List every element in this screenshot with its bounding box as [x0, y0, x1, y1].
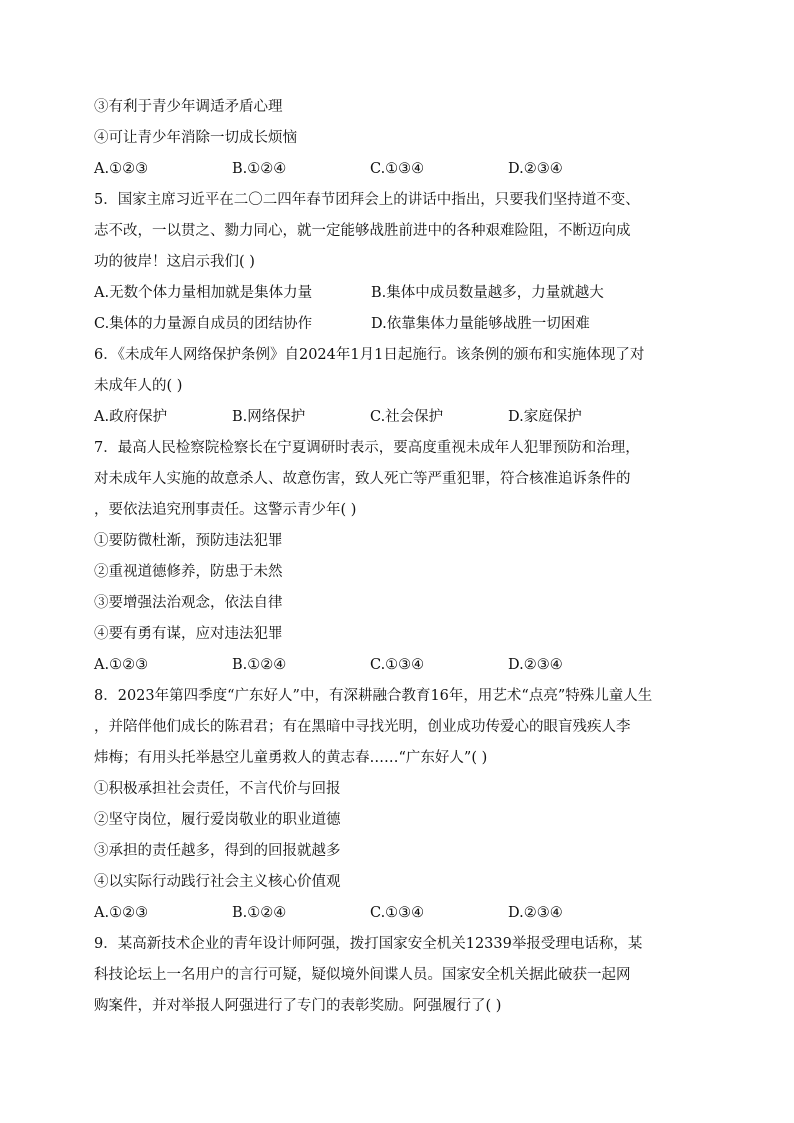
- q6-option-c[interactable]: C.社会保护: [370, 409, 444, 425]
- q9-stem-line-2: 科技论坛上一名用户的言行可疑，疑似境外间谍人员。国家安全机关据此破获一起网: [94, 967, 631, 983]
- q8-options: [94, 898, 704, 929]
- q4-item-4: ④可让青少年消除一切成长烦恼: [94, 130, 297, 146]
- q5-option-a[interactable]: A.无数个体力量相加就是集体力量: [94, 285, 313, 301]
- q4-option-d[interactable]: D.②③④: [508, 161, 563, 177]
- q6-options: [94, 402, 704, 433]
- q4-item-3: ③有利于青少年调适矛盾心理: [94, 99, 283, 115]
- q7-stem-line-3: ，要依法追究刑事责任。这警示青少年( ): [94, 502, 357, 518]
- q5-options-row-1: [94, 278, 704, 309]
- q9-stem-line-3: 购案件，并对举报人阿强进行了专门的表彰奖励。阿强履行了( ): [94, 998, 502, 1014]
- q7-item-3: ③要增强法治观念，依法自律: [94, 595, 283, 611]
- q8-item-2: ②坚守岗位，履行爱岗敬业的职业道德: [94, 812, 341, 828]
- q7-stem-line-2: 对未成年人实施的故意杀人、故意伤害，致人死亡等严重犯罪，符合核准追诉条件的: [94, 471, 631, 487]
- q5-stem-line-1: 5．国家主席习近平在二〇二四年春节团拜会上的讲话中指出，只要我们坚持道不变、: [94, 192, 640, 208]
- q5-stem-line-3: 功的彼岸！这启示我们( ): [94, 254, 255, 270]
- q5-option-c[interactable]: C.集体的力量源自成员的团结协作: [94, 316, 313, 332]
- q8-stem-line-1: 8．2023年第四季度“广东好人”中，有深耕融合教育16年，用艺术“点亮”特殊儿童人生: [94, 688, 653, 704]
- q8-item-3: ③承担的责任越多，得到的回报就越多: [94, 843, 341, 859]
- q7-item-4: ④要有勇有谋，应对违法犯罪: [94, 626, 283, 642]
- q8-item-4: ④以实际行动践行社会主义核心价值观: [94, 874, 341, 890]
- q5-option-b[interactable]: B.集体中成员数量越多，力量就越大: [371, 285, 604, 301]
- q7-option-b[interactable]: B.①②④: [232, 657, 287, 673]
- q7-option-c[interactable]: C.①③④: [370, 657, 425, 673]
- q6-option-d[interactable]: D.家庭保护: [508, 409, 582, 425]
- q7-option-a[interactable]: A.①②③: [94, 657, 149, 673]
- q7-stem-line-1: 7．最高人民检察院检察长在宁夏调研时表示，要高度重视未成年人犯罪预防和治理，: [94, 440, 640, 456]
- q6-stem-line-2: 未成年人的( ): [94, 378, 183, 394]
- question-content: [94, 92, 704, 1022]
- q8-stem-line-3: 炜梅；有用头托举悬空儿童勇救人的黄志春……“广东好人”( ): [94, 750, 488, 766]
- q7-item-1: ①要防微杜渐，预防违法犯罪: [94, 533, 283, 549]
- q5-option-d[interactable]: D.依靠集体力量能够战胜一切困难: [371, 316, 590, 332]
- q6-option-b[interactable]: B.网络保护: [232, 409, 306, 425]
- q5-options-row-2: [94, 309, 704, 340]
- q8-stem-line-2: ，并陪伴他们成长的陈君君；有在黑暗中寻找光明，创业成功传爱心的眼盲残疾人李: [94, 719, 631, 735]
- q8-option-d[interactable]: D.②③④: [508, 905, 563, 921]
- q8-option-c[interactable]: C.①③④: [370, 905, 425, 921]
- q6-stem-line-1: 6．《未成年人网络保护条例》自2024年1月1日起施行。该条例的颁布和实施体现了对: [94, 347, 645, 363]
- q4-option-b[interactable]: B.①②④: [232, 161, 287, 177]
- q8-option-b[interactable]: B.①②④: [232, 905, 287, 921]
- q6-option-a[interactable]: A.政府保护: [94, 409, 168, 425]
- q4-options: [94, 154, 704, 185]
- q4-option-a[interactable]: A.①②③: [94, 161, 149, 177]
- q5-stem-line-2: 志不改，一以贯之、勠力同心，就一定能够战胜前进中的各种艰难险阻，不断迈向成: [94, 223, 631, 239]
- q7-option-d[interactable]: D.②③④: [508, 657, 563, 673]
- q9-stem-line-1: 9．某高新技术企业的青年设计师阿强，拨打国家安全机关12339举报受理电话称，某: [94, 936, 643, 952]
- q7-item-2: ②重视道德修养，防患于未然: [94, 564, 283, 580]
- q4-option-c[interactable]: C.①③④: [370, 161, 425, 177]
- q8-option-a[interactable]: A.①②③: [94, 905, 149, 921]
- q8-item-1: ①积极承担社会责任，不言代价与回报: [94, 781, 341, 797]
- q7-options: [94, 650, 704, 681]
